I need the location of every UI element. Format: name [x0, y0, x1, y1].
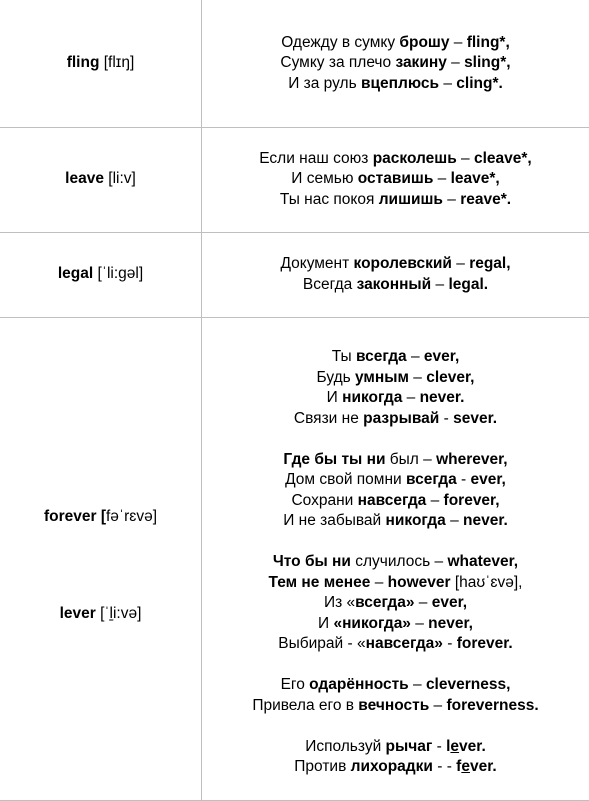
verse-line	[202, 388, 589, 409]
emphasis: never,	[428, 615, 473, 632]
verse-text: Используй	[305, 738, 385, 755]
verse-text: -	[432, 738, 446, 755]
word-cell	[0, 317, 202, 800]
emphasis: закину	[395, 54, 446, 71]
verse-text: - -	[433, 758, 456, 775]
emphasis: всегда»	[355, 594, 414, 611]
emphasis: вечность	[358, 697, 429, 714]
emphasis: l	[446, 738, 450, 755]
emphasis: королевский	[354, 255, 452, 272]
word: lever	[60, 605, 96, 622]
word-cell	[0, 232, 202, 317]
verse-line	[202, 491, 589, 512]
mnemonic-verse	[202, 127, 589, 232]
verse-line	[202, 74, 589, 95]
verse-text: –	[449, 34, 466, 51]
verse-text: И не забывай	[283, 512, 385, 529]
verse-line	[202, 169, 589, 190]
verse-text: Ты	[332, 348, 356, 365]
table-row	[0, 317, 589, 800]
transcription: [flɪŋ]	[104, 54, 135, 71]
emphasis: however	[388, 574, 451, 591]
emphasis: вцеплюсь	[361, 75, 439, 92]
verse-line	[202, 450, 589, 471]
emphasis: foreverness.	[446, 697, 538, 714]
verse-line	[202, 614, 589, 635]
verse-text: Будь	[317, 369, 356, 386]
word-cell	[0, 127, 202, 232]
transcription: [li:v]	[108, 170, 136, 187]
emphasis: лихорадки	[351, 758, 433, 775]
verse-text: Его	[281, 676, 310, 693]
verse-line	[202, 190, 589, 211]
verse-line	[202, 737, 589, 758]
verse-text: –	[433, 170, 450, 187]
table-row	[0, 232, 589, 317]
verse-text: –	[409, 676, 426, 693]
verse-text: –	[426, 492, 443, 509]
emphasis: ver.	[459, 738, 486, 755]
verse-text: Ты нас покоя	[280, 191, 379, 208]
verse-text: –	[409, 369, 426, 386]
emphasis: f	[456, 758, 461, 775]
verse-line	[202, 757, 589, 778]
emphasis: never.	[420, 389, 465, 406]
verse-line	[202, 149, 589, 170]
emphasis: никогда	[342, 389, 402, 406]
emphasis: умным	[355, 369, 409, 386]
verse-line	[202, 511, 589, 532]
emphasis: legal.	[448, 276, 488, 293]
verse-text: Связи не	[294, 410, 363, 427]
emphasis: forever.	[457, 635, 513, 652]
mnemonic-verse	[202, 232, 589, 317]
stanza-gap	[202, 429, 589, 450]
emphasis: Где бы ты ни	[283, 451, 385, 468]
verse-text: Дом свой помни	[285, 471, 406, 488]
emphasis: clever,	[426, 369, 474, 386]
verse-line	[202, 573, 589, 594]
verse-line	[202, 470, 589, 491]
word-cell	[0, 0, 202, 127]
emphasis: Что бы ни	[273, 553, 351, 570]
emphasis: Тем не менее	[269, 574, 371, 591]
mnemonic-verse	[202, 317, 589, 800]
verse-text: И за руль	[288, 75, 361, 92]
verse-line	[202, 696, 589, 717]
verse-line	[202, 634, 589, 655]
emphasis: forever,	[444, 492, 500, 509]
transcription: [ˈli:gəl]	[97, 265, 143, 282]
stanza-gap	[202, 532, 589, 553]
emphasis: расколешь	[373, 150, 457, 167]
word-entry-lever	[0, 604, 201, 625]
verse-text: И	[327, 389, 342, 406]
verse-text: И	[318, 615, 333, 632]
emphasis: fling*,	[467, 34, 510, 51]
emphasis: всегда	[406, 471, 457, 488]
verse-line	[202, 552, 589, 573]
verse-text: Привела его в	[252, 697, 358, 714]
word: fling	[67, 54, 100, 71]
emphasis: ever,	[471, 471, 506, 488]
verse-line	[202, 675, 589, 696]
verse-text: –	[443, 191, 460, 208]
word: forever [	[44, 508, 106, 525]
emphasis: навсегда»	[366, 635, 443, 652]
table-row	[0, 0, 589, 127]
emphasis: никогда	[386, 512, 446, 529]
verse-text: –	[439, 75, 456, 92]
emphasis: лишишь	[379, 191, 443, 208]
verse-text: –	[457, 150, 474, 167]
verse-text: Из «	[324, 594, 355, 611]
verse-line	[202, 275, 589, 296]
emphasis: wherever,	[436, 451, 508, 468]
mnemonic-verse	[202, 0, 589, 127]
emphasis: оставишь	[358, 170, 434, 187]
verse-text: Выбирай - «	[278, 635, 365, 652]
emphasis: разрывай	[363, 410, 439, 427]
emphasis: sever.	[453, 410, 497, 427]
emphasis: leave*,	[451, 170, 500, 187]
emphasis: всегда	[356, 348, 407, 365]
word: leave	[65, 170, 104, 187]
verse-line	[202, 409, 589, 430]
emphasis: одарённость	[309, 676, 409, 693]
verse-line	[202, 254, 589, 275]
verse-text: -	[443, 635, 457, 652]
emphasis: regal,	[469, 255, 510, 272]
verse-text: Если наш союз	[259, 150, 372, 167]
table-row	[0, 127, 589, 232]
emphasis: «никогда»	[333, 615, 410, 632]
emphasis: cling*.	[456, 75, 503, 92]
verse-text: был –	[385, 451, 436, 468]
word: legal	[58, 265, 93, 282]
verse-text: –	[370, 574, 387, 591]
emphasis: законный	[357, 276, 432, 293]
emphasis: never.	[463, 512, 508, 529]
verse-text: [haʊˈɛvə],	[451, 574, 523, 591]
stanza-gap	[202, 716, 589, 737]
verse-text: –	[452, 255, 469, 272]
emphasis: cleave*,	[474, 150, 532, 167]
verse-line	[202, 347, 589, 368]
emphasis: sling*,	[464, 54, 511, 71]
emphasis: ever,	[424, 348, 459, 365]
emphasis: reave*.	[460, 191, 511, 208]
emphasis: e	[461, 758, 470, 775]
emphasis: whatever,	[447, 553, 518, 570]
verse-text: –	[407, 348, 424, 365]
verse-text: –	[447, 54, 464, 71]
emphasis: ever,	[432, 594, 467, 611]
verse-line	[202, 53, 589, 74]
verse-text: –	[446, 512, 463, 529]
verse-line	[202, 33, 589, 54]
verse-line	[202, 368, 589, 389]
verse-text: –	[414, 594, 431, 611]
stanza-gap	[202, 655, 589, 676]
verse-text: Сохрани	[291, 492, 357, 509]
verse-line	[202, 593, 589, 614]
transcription: [ˈḻi:və]	[100, 605, 141, 622]
emphasis: навсегда	[358, 492, 427, 509]
transcription: fəˈrɛvə]	[106, 508, 157, 525]
verse-text: случилось –	[351, 553, 447, 570]
verse-text: Всегда	[303, 276, 357, 293]
verse-text: -	[457, 471, 471, 488]
word-entry-forever	[0, 507, 201, 528]
verse-text: Одежду в сумку	[281, 34, 399, 51]
emphasis: cleverness,	[426, 676, 510, 693]
emphasis: e	[450, 738, 459, 755]
verse-text: Сумку за плечо	[280, 54, 395, 71]
verse-text: –	[429, 697, 446, 714]
emphasis: рычаг	[386, 738, 433, 755]
verse-text: -	[439, 410, 453, 427]
verse-text: Документ	[280, 255, 353, 272]
verse-text: И семью	[291, 170, 357, 187]
emphasis: ver.	[470, 758, 497, 775]
emphasis: брошу	[399, 34, 449, 51]
verse-text: Против	[294, 758, 350, 775]
verse-text: –	[402, 389, 419, 406]
verse-text: –	[411, 615, 428, 632]
verse-text: –	[431, 276, 448, 293]
